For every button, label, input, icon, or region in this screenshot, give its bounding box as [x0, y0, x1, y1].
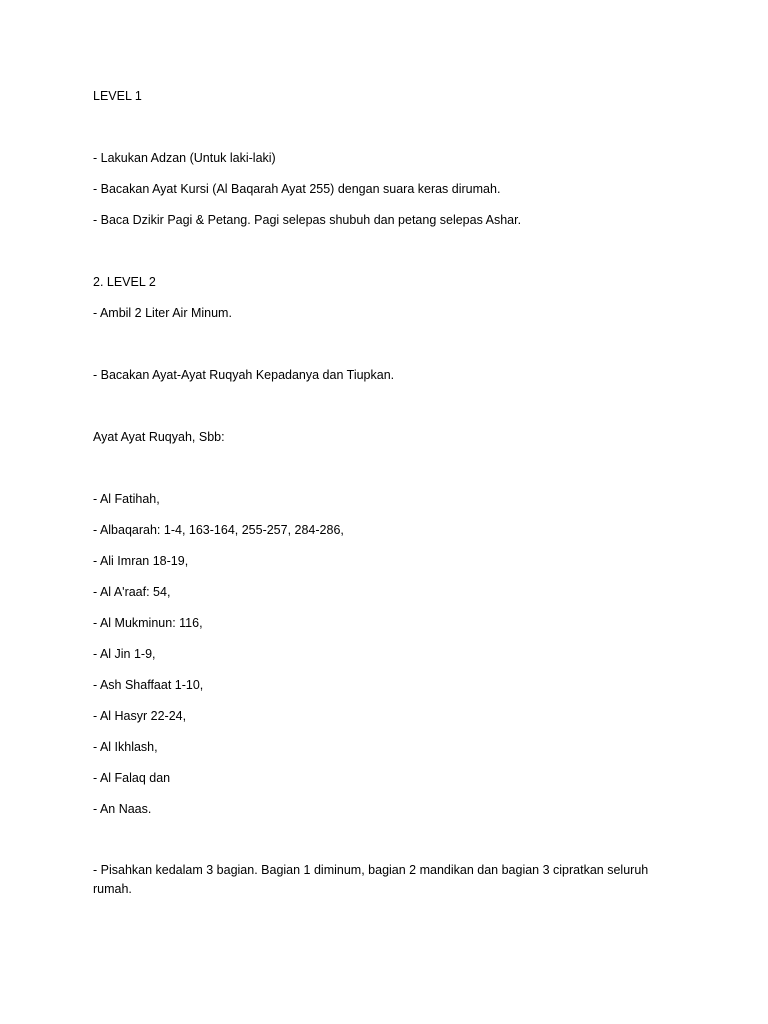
level1-heading: LEVEL 1	[93, 89, 142, 103]
ruqyah-item-fatihah: - Al Fatihah,	[93, 492, 160, 506]
level1-item-dzikir: - Baca Dzikir Pagi & Petang. Pagi selepas shubuh dan petang selepas Ashar.	[93, 213, 522, 227]
ruqyah-item-shaffaat: - Ash Shaffaat 1-10,	[93, 678, 204, 692]
ruqyah-item-araaf: - Al A'raaf: 54,	[93, 585, 171, 599]
ruqyah-heading: Ayat Ayat Ruqyah, Sbb:	[93, 430, 225, 444]
level1-item-adzan: - Lakukan Adzan (Untuk laki-laki)	[93, 151, 276, 165]
ruqyah-item-falaq: - Al Falaq dan	[93, 771, 171, 785]
final-instruction: - Pisahkan kedalam 3 bagian. Bagian 1 diminum, bagian 2 mandikan dan bagian 3 cipratkan seluruh rumah.	[93, 863, 649, 896]
ruqyah-item-ali-imran: - Ali Imran 18-19,	[93, 554, 189, 568]
ruqyah-item-naas: - An Naas.	[93, 802, 152, 816]
ruqyah-item-mukminun: - Al Mukminun: 116,	[93, 616, 203, 630]
level2-item-water: - Ambil 2 Liter Air Minum.	[93, 306, 232, 320]
level1-item-ayat-kursi: - Bacakan Ayat Kursi (Al Baqarah Ayat 255) dengan suara keras dirumah.	[93, 182, 501, 196]
ruqyah-item-hasyr: - Al Hasyr 22-24,	[93, 709, 187, 723]
level2-heading: 2. LEVEL 2	[93, 275, 156, 289]
level2-item-recite: - Bacakan Ayat-Ayat Ruqyah Kepadanya dan Tiupkan.	[93, 368, 395, 382]
ruqyah-item-ikhlash: - Al Ikhlash,	[93, 740, 158, 754]
ruqyah-item-albaqarah: - Albaqarah: 1-4, 163-164, 255-257, 284-286,	[93, 523, 344, 537]
ruqyah-item-jin: - Al Jin 1-9,	[93, 647, 156, 661]
